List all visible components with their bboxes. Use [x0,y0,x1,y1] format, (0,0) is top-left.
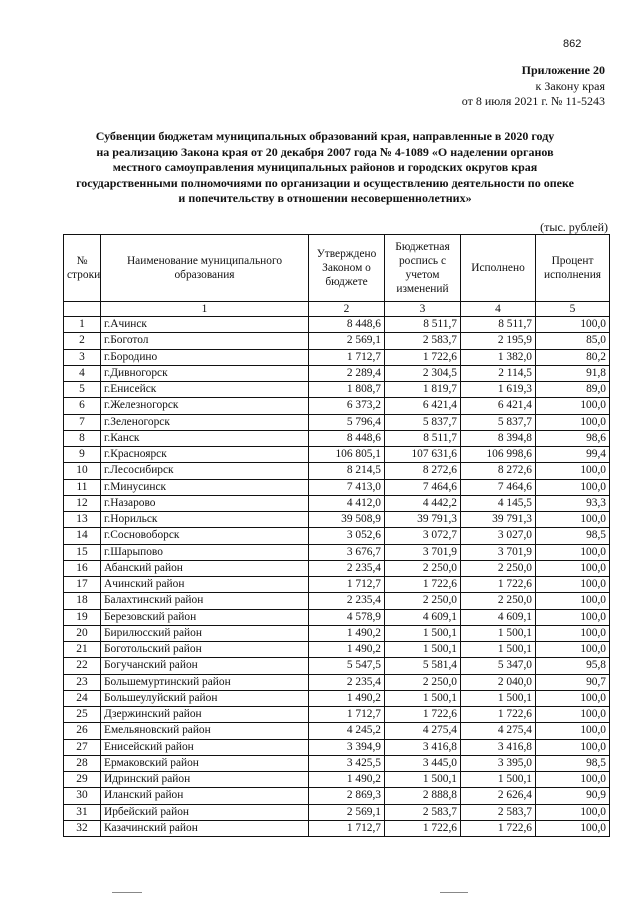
approved-cell: 3 676,7 [309,544,385,560]
percent-cell: 100,0 [536,560,610,576]
row-number-cell: 12 [64,495,101,511]
table-row [64,528,610,544]
schedule-cell: 1 722,6 [385,577,461,593]
approved-cell: 39 508,9 [309,512,385,528]
title-line: государственными полномочиями по организации и осуществлению деятельности по опеке [76,175,574,190]
row-number-cell: 2 [64,333,101,349]
col-number: 4 [461,302,536,317]
col-header-percent: Процент исполнения [536,235,610,302]
municipality-cell: г.Железногорск [101,398,309,414]
executed-cell: 3 416,8 [461,739,536,755]
percent-cell: 100,0 [536,820,610,836]
footer-divider [112,892,142,893]
units-label: (тыс. рублей) [540,220,608,234]
executed-cell: 2 040,0 [461,674,536,690]
approved-cell: 3 394,9 [309,739,385,755]
row-number-cell: 27 [64,739,101,755]
schedule-cell: 1 500,1 [385,690,461,706]
table-row [64,723,610,739]
percent-cell: 89,0 [536,382,610,398]
page-number: 862 [563,38,582,50]
appendix-header [462,63,605,110]
schedule-cell: 2 250,0 [385,674,461,690]
percent-cell: 80,2 [536,349,610,365]
executed-cell: 2 250,0 [461,560,536,576]
municipality-cell: г.Лесосибирск [101,463,309,479]
table-row [64,544,610,560]
row-number-cell: 15 [64,544,101,560]
table-header-row [64,235,610,302]
percent-cell: 100,0 [536,544,610,560]
percent-cell: 100,0 [536,723,610,739]
executed-cell: 2 114,5 [461,365,536,381]
percent-cell: 100,0 [536,463,610,479]
approved-cell: 2 569,1 [309,804,385,820]
row-number-cell: 10 [64,463,101,479]
schedule-cell: 4 275,4 [385,723,461,739]
col-header-executed: Исполнено [461,235,536,302]
schedule-cell: 4 609,1 [385,609,461,625]
row-number-cell: 16 [64,560,101,576]
percent-cell: 99,4 [536,447,610,463]
percent-cell: 100,0 [536,642,610,658]
appendix-title: Приложение 20 [521,63,605,77]
approved-cell: 1 712,7 [309,820,385,836]
municipality-cell: Идринский район [101,772,309,788]
executed-cell: 7 464,6 [461,479,536,495]
schedule-cell: 2 250,0 [385,593,461,609]
approved-cell: 1 490,2 [309,772,385,788]
municipality-cell: Ирбейский район [101,804,309,820]
row-number-cell: 7 [64,414,101,430]
schedule-cell: 8 511,7 [385,317,461,333]
municipality-cell: Большемуртинский район [101,674,309,690]
title-line: и попечительству в отношении несовершеннолетних» [178,191,472,205]
executed-cell: 3 395,0 [461,755,536,771]
executed-cell: 8 394,8 [461,430,536,446]
percent-cell: 100,0 [536,707,610,723]
approved-cell: 5 796,4 [309,414,385,430]
municipality-cell: Боготольский район [101,642,309,658]
approved-cell: 6 373,2 [309,398,385,414]
executed-cell: 4 275,4 [461,723,536,739]
schedule-cell: 39 791,3 [385,512,461,528]
municipality-cell: Енисейский район [101,739,309,755]
table-row [64,560,610,576]
row-number-cell: 17 [64,577,101,593]
municipality-cell: г.Боготол [101,333,309,349]
municipality-cell: г.Минусинск [101,479,309,495]
municipality-cell: г.Енисейск [101,382,309,398]
table-row [64,447,610,463]
percent-cell: 100,0 [536,593,610,609]
executed-cell: 1 500,1 [461,642,536,658]
row-number-cell: 9 [64,447,101,463]
percent-cell: 100,0 [536,739,610,755]
percent-cell: 100,0 [536,804,610,820]
executed-cell: 1 500,1 [461,690,536,706]
approved-cell: 1 712,7 [309,707,385,723]
percent-cell: 98,5 [536,528,610,544]
col-number: 5 [536,302,610,317]
table-row [64,755,610,771]
executed-cell: 1 722,6 [461,577,536,593]
executed-cell: 1 500,1 [461,772,536,788]
municipality-cell: г.Ачинск [101,317,309,333]
table-row [64,658,610,674]
approved-cell: 7 413,0 [309,479,385,495]
percent-cell: 100,0 [536,690,610,706]
approved-cell: 8 448,6 [309,317,385,333]
col-header-municipality: Наименование муниципального образования [101,235,309,302]
schedule-cell: 3 701,9 [385,544,461,560]
approved-cell: 2 869,3 [309,788,385,804]
schedule-cell: 3 416,8 [385,739,461,755]
table-row [64,739,610,755]
percent-cell: 98,5 [536,755,610,771]
municipality-cell: г.Красноярск [101,447,309,463]
row-number-cell: 32 [64,820,101,836]
executed-cell: 2 583,7 [461,804,536,820]
schedule-cell: 6 421,4 [385,398,461,414]
percent-cell: 93,3 [536,495,610,511]
approved-cell: 8 214,5 [309,463,385,479]
executed-cell: 1 722,6 [461,820,536,836]
percent-cell: 91,8 [536,365,610,381]
row-number-cell: 6 [64,398,101,414]
schedule-cell: 2 888,8 [385,788,461,804]
row-number-cell: 1 [64,317,101,333]
column-number-row [64,302,610,317]
col-number: 1 [101,302,309,317]
executed-cell: 1 722,6 [461,707,536,723]
table-row [64,609,610,625]
col-number [64,302,101,317]
table-row [64,495,610,511]
approved-cell: 4 578,9 [309,609,385,625]
col-header-budget-schedule: Бюджетная роспись с учетом изменений [385,235,461,302]
schedule-cell: 1 819,7 [385,382,461,398]
table-row [64,674,610,690]
row-number-cell: 31 [64,804,101,820]
percent-cell: 100,0 [536,414,610,430]
municipality-cell: Большеулуйский район [101,690,309,706]
col-header-row-number: № строки [64,235,101,302]
percent-cell: 90,7 [536,674,610,690]
table-body [64,317,610,837]
table-row [64,382,610,398]
approved-cell: 2 569,1 [309,333,385,349]
percent-cell: 100,0 [536,512,610,528]
executed-cell: 4 145,5 [461,495,536,511]
approved-cell: 1 490,2 [309,625,385,641]
municipality-cell: Ермаковский район [101,755,309,771]
municipality-cell: Казачинский район [101,820,309,836]
row-number-cell: 30 [64,788,101,804]
row-number-cell: 26 [64,723,101,739]
table-row [64,414,610,430]
schedule-cell: 1 500,1 [385,772,461,788]
municipality-cell: г.Сосновоборск [101,528,309,544]
schedule-cell: 2 250,0 [385,560,461,576]
municipality-cell: г.Назарово [101,495,309,511]
percent-cell: 100,0 [536,398,610,414]
appendix-law-date: от 8 июля 2021 г. № 11-5243 [461,94,605,108]
municipality-cell: Абанский район [101,560,309,576]
executed-cell: 1 619,3 [461,382,536,398]
table-row [64,512,610,528]
executed-cell: 2 250,0 [461,593,536,609]
table-row [64,398,610,414]
municipality-cell: Иланский район [101,788,309,804]
schedule-cell: 1 500,1 [385,625,461,641]
schedule-cell: 3 445,0 [385,755,461,771]
schedule-cell: 107 631,6 [385,447,461,463]
percent-cell: 95,8 [536,658,610,674]
table-row [64,577,610,593]
municipality-cell: Богучанский район [101,658,309,674]
schedule-cell: 8 511,7 [385,430,461,446]
municipality-cell: г.Норильск [101,512,309,528]
executed-cell: 8 272,6 [461,463,536,479]
municipality-cell: Балахтинский район [101,593,309,609]
percent-cell: 100,0 [536,609,610,625]
executed-cell: 3 027,0 [461,528,536,544]
row-number-cell: 14 [64,528,101,544]
approved-cell: 3 052,6 [309,528,385,544]
approved-cell: 5 547,5 [309,658,385,674]
percent-cell: 90,9 [536,788,610,804]
table-row [64,690,610,706]
row-number-cell: 28 [64,755,101,771]
title-line: на реализацию Закона края от 20 декабря 2007 года № 4-1089 «О наделении органов [96,144,554,159]
title-line: местного самоуправления муниципальных районов и городских округов края [112,160,538,174]
table-row [64,317,610,333]
municipality-cell: Емельяновский район [101,723,309,739]
schedule-cell: 1 500,1 [385,642,461,658]
schedule-cell: 3 072,7 [385,528,461,544]
col-number: 2 [309,302,385,317]
approved-cell: 3 425,5 [309,755,385,771]
appendix-law-reference: к Закону края [535,78,605,93]
table-row [64,430,610,446]
schedule-cell: 2 583,7 [385,804,461,820]
executed-cell: 8 511,7 [461,317,536,333]
schedule-cell: 5 837,7 [385,414,461,430]
schedule-cell: 2 583,7 [385,333,461,349]
schedule-cell: 7 464,6 [385,479,461,495]
row-number-cell: 29 [64,772,101,788]
executed-cell: 3 701,9 [461,544,536,560]
row-number-cell: 18 [64,593,101,609]
executed-cell: 5 347,0 [461,658,536,674]
executed-cell: 2 626,4 [461,788,536,804]
subvention-table [63,234,610,837]
row-number-cell: 25 [64,707,101,723]
approved-cell: 106 805,1 [309,447,385,463]
approved-cell: 2 235,4 [309,674,385,690]
executed-cell: 39 791,3 [461,512,536,528]
executed-cell: 2 195,9 [461,333,536,349]
row-number-cell: 20 [64,625,101,641]
municipality-cell: г.Дивногорск [101,365,309,381]
approved-cell: 1 712,7 [309,349,385,365]
table-row [64,463,610,479]
table-row [64,788,610,804]
col-header-approved: Утверждено Законом о бюджете [309,235,385,302]
municipality-cell: г.Зеленогорск [101,414,309,430]
municipality-cell: Бирилюсский район [101,625,309,641]
approved-cell: 1 490,2 [309,690,385,706]
percent-cell: 100,0 [536,625,610,641]
approved-cell: 1 808,7 [309,382,385,398]
table-row [64,772,610,788]
municipality-cell: Березовский район [101,609,309,625]
row-number-cell: 19 [64,609,101,625]
row-number-cell: 24 [64,690,101,706]
approved-cell: 1 712,7 [309,577,385,593]
percent-cell: 100,0 [536,577,610,593]
footer-divider [440,892,468,893]
approved-cell: 1 490,2 [309,642,385,658]
schedule-cell: 1 722,6 [385,820,461,836]
municipality-cell: Дзержинский район [101,707,309,723]
approved-cell: 2 235,4 [309,560,385,576]
table-row [64,349,610,365]
approved-cell: 4 245,2 [309,723,385,739]
executed-cell: 1 382,0 [461,349,536,365]
schedule-cell: 8 272,6 [385,463,461,479]
approved-cell: 4 412,0 [309,495,385,511]
percent-cell: 85,0 [536,333,610,349]
table-row [64,820,610,836]
executed-cell: 106 998,6 [461,447,536,463]
table-row [64,707,610,723]
schedule-cell: 1 722,6 [385,349,461,365]
schedule-cell: 5 581,4 [385,658,461,674]
municipality-cell: г.Канск [101,430,309,446]
percent-cell: 100,0 [536,479,610,495]
percent-cell: 100,0 [536,317,610,333]
table-row [64,593,610,609]
schedule-cell: 4 442,2 [385,495,461,511]
municipality-cell: Ачинский район [101,577,309,593]
row-number-cell: 13 [64,512,101,528]
municipality-cell: г.Шарыпово [101,544,309,560]
executed-cell: 5 837,7 [461,414,536,430]
table-row [64,804,610,820]
percent-cell: 98,6 [536,430,610,446]
col-number: 3 [385,302,461,317]
executed-cell: 6 421,4 [461,398,536,414]
row-number-cell: 11 [64,479,101,495]
table-row [64,625,610,641]
executed-cell: 4 609,1 [461,609,536,625]
executed-cell: 1 500,1 [461,625,536,641]
municipality-cell: г.Бородино [101,349,309,365]
title-line: Субвенции бюджетам муниципальных образований края, направленные в 2020 году [95,129,555,143]
schedule-cell: 2 304,5 [385,365,461,381]
table-row [64,642,610,658]
table-row [64,479,610,495]
table-row [64,333,610,349]
approved-cell: 2 235,4 [309,593,385,609]
document-title [40,129,610,207]
row-number-cell: 8 [64,430,101,446]
percent-cell: 100,0 [536,772,610,788]
row-number-cell: 22 [64,658,101,674]
row-number-cell: 5 [64,382,101,398]
row-number-cell: 21 [64,642,101,658]
row-number-cell: 4 [64,365,101,381]
approved-cell: 2 289,4 [309,365,385,381]
row-number-cell: 3 [64,349,101,365]
approved-cell: 8 448,6 [309,430,385,446]
row-number-cell: 23 [64,674,101,690]
table-row [64,365,610,381]
schedule-cell: 1 722,6 [385,707,461,723]
